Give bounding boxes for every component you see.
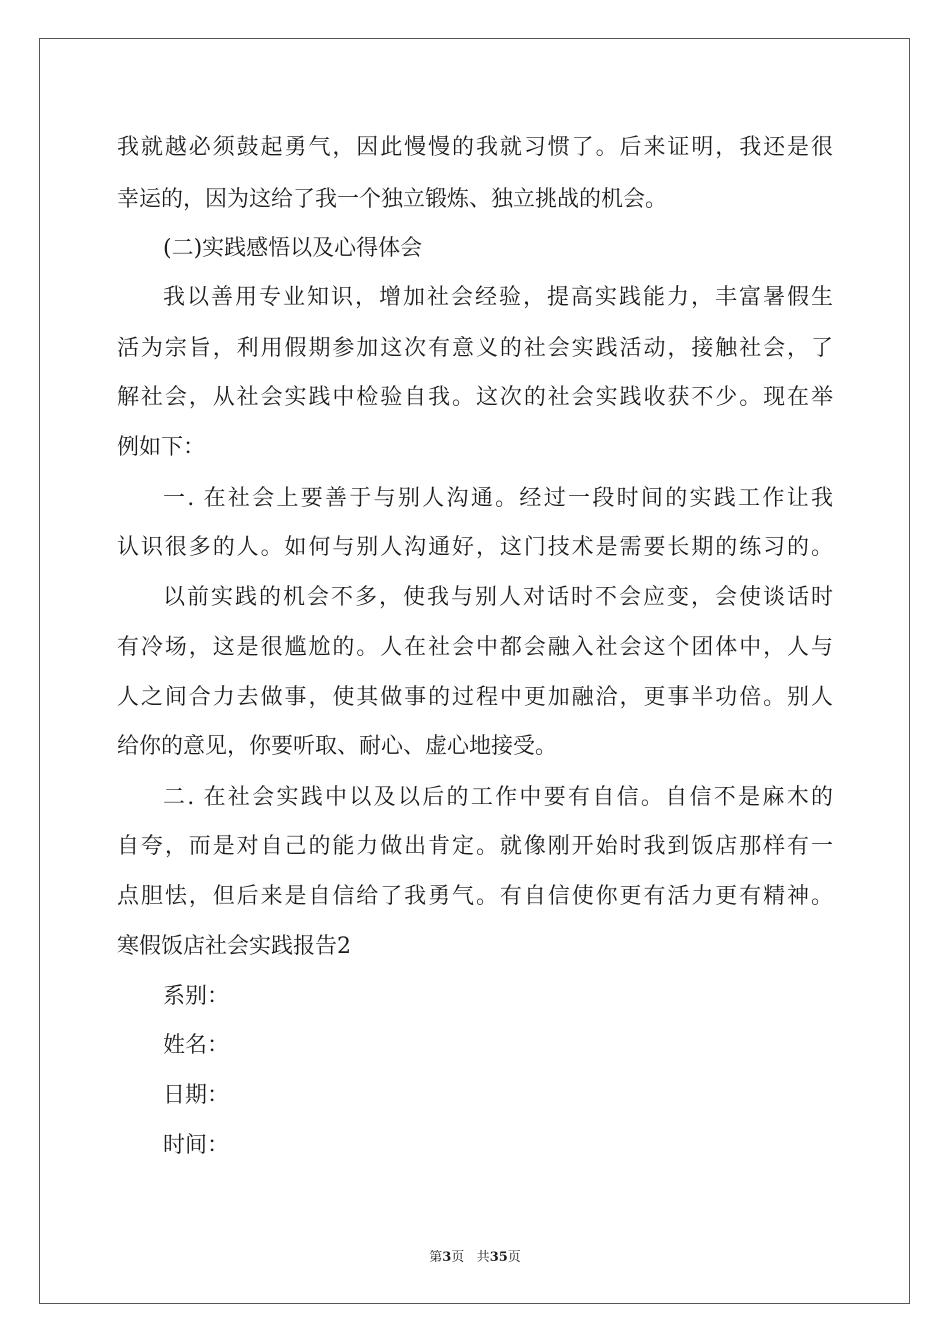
report-title: 寒假饭店社会实践报告2 xyxy=(117,934,351,959)
text-line: 活为宗旨，利用假期参加这次有意义的社会实践活动，接触社会，了 xyxy=(117,336,833,361)
field-department: 系别： xyxy=(163,984,230,1009)
total-label-prefix: 共 xyxy=(476,1250,490,1265)
field-time: 时间： xyxy=(163,1133,230,1158)
text-line: 给你的意见，你要听取、耐心、虚心地接受。 xyxy=(117,734,558,759)
field-date: 日期： xyxy=(163,1083,230,1108)
text-line: 以前实践的机会不多，使我与别人对话时不会应变，会使谈话时 xyxy=(163,585,833,610)
text-line: 有冷场，这是很尴尬的。人在社会中都会融入社会这个团体中，人与 xyxy=(117,635,833,660)
text-line: 例如下： xyxy=(117,435,206,460)
page-number: 3 xyxy=(442,1250,452,1265)
field-name: 姓名： xyxy=(163,1033,230,1058)
text-line: 自夸，而是对自己的能力做出肯定。就像刚开始时我到饭店那样有一 xyxy=(117,834,833,859)
page-label-suffix: 页 xyxy=(451,1250,465,1265)
text-line: 人之间合力去做事，使其做事的过程中更加融洽，更事半功倍。别人 xyxy=(117,685,833,710)
page-footer xyxy=(0,1249,950,1267)
text-line: 幸运的，因为这给了我一个独立锻炼、独立挑战的机会。 xyxy=(117,187,668,212)
total-pages: 35 xyxy=(489,1250,508,1265)
text-line: 解社会，从社会实践中检验自我。这次的社会实践收获不少。现在举 xyxy=(117,385,833,410)
page-label-prefix: 第 xyxy=(429,1250,443,1265)
text-line: 一. 在社会上要善于与别人沟通。经过一段时间的实践工作让我 xyxy=(163,486,833,511)
section-heading: (二)实践感悟以及心得体会 xyxy=(163,236,423,261)
text-line: 二. 在社会实践中以及以后的工作中要有自信。自信不是麻木的 xyxy=(163,785,833,810)
text-line: 我以善用专业知识，增加社会经验，提高实践能力，丰富暑假生 xyxy=(163,285,833,310)
text-line: 认识很多的人。如何与别人沟通好，这门技术是需要长期的练习的。 xyxy=(117,535,833,560)
text-line: 我就越必须鼓起勇气，因此慢慢的我就习惯了。后来证明，我还是很 xyxy=(117,135,833,160)
text-line: 点胆怯，但后来是自信给了我勇气。有自信使你更有活力更有精神。 xyxy=(117,884,833,909)
total-label-suffix: 页 xyxy=(507,1250,521,1265)
